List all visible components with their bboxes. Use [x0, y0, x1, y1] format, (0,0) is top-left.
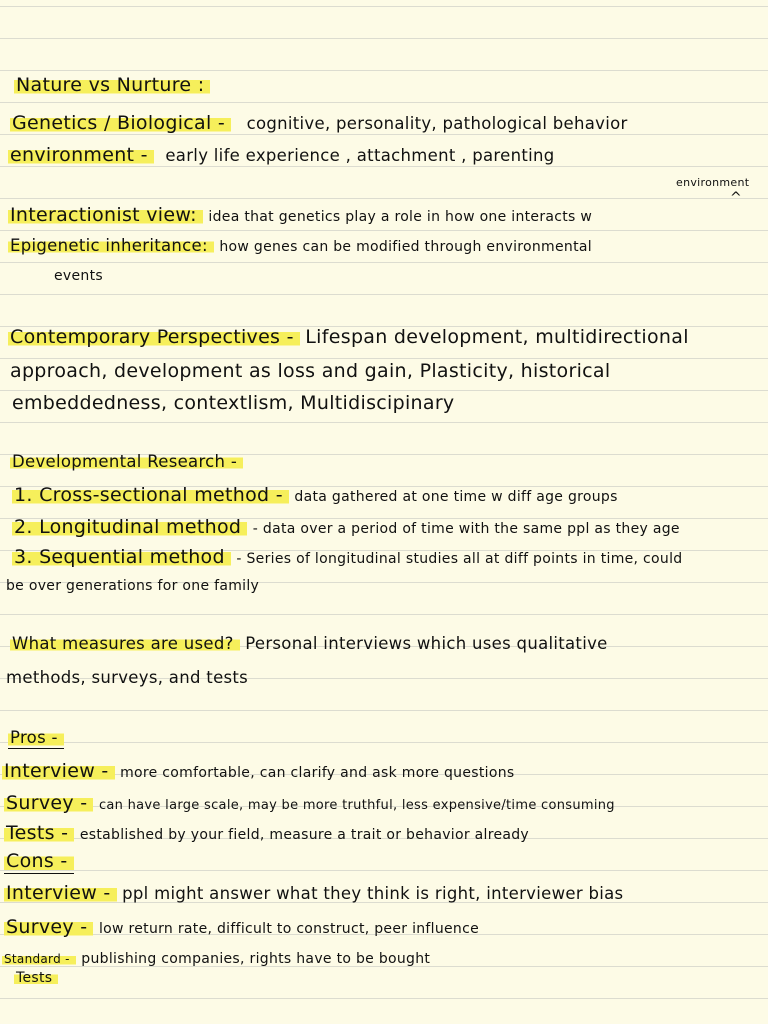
- epigenetic-text: how genes can be modified through environmental: [219, 239, 592, 255]
- pros-interview-term: Interview -: [2, 760, 115, 782]
- annotation-caret: ^: [730, 190, 743, 206]
- cons-interview-line: [4, 882, 623, 904]
- method-3-line: [12, 546, 682, 568]
- environment-annotation: [676, 176, 749, 189]
- method-1-text: data gathered at one time w diff age groups: [294, 489, 618, 505]
- epigenetic-term: Epigenetic inheritance:: [8, 236, 214, 255]
- measures-text2: methods, surveys, and tests: [6, 668, 249, 687]
- research-heading-line: [10, 452, 243, 471]
- environment-term: environment -: [8, 144, 154, 166]
- contemporary-line-2: [10, 360, 610, 382]
- cons-heading: Cons -: [4, 850, 74, 874]
- genetics-term: Genetics / Biological -: [10, 112, 231, 134]
- interactionist-line: [8, 204, 592, 226]
- pros-interview-line: [2, 760, 514, 782]
- method-1-term: 1. Cross-sectional method -: [12, 484, 289, 506]
- pros-survey-line: [4, 792, 615, 814]
- cons-standard-text: publishing companies, rights have to be bought: [81, 951, 431, 967]
- environment-line: [8, 144, 555, 166]
- method-3-cont: be over generations for one family: [6, 578, 260, 594]
- epigenetic-line: [8, 236, 592, 255]
- genetics-line: [10, 112, 628, 134]
- method-3-cont-line: [6, 578, 259, 594]
- pros-tests-term: Tests -: [4, 822, 74, 844]
- method-2-term: 2. Longitudinal method: [12, 516, 247, 538]
- measures-line: [10, 634, 608, 653]
- method-1-line: [12, 484, 618, 506]
- method-3-text: - Series of longitudinal studies all at diff points in time, could: [236, 551, 683, 567]
- pros-survey-text: can have large scale, may be more truthful, less expensive/time consuming: [98, 798, 615, 813]
- environment-text: early life experience , attachment , parenting: [165, 146, 555, 165]
- interactionist-term: Interactionist view:: [8, 204, 203, 226]
- cons-interview-term: Interview -: [4, 882, 117, 904]
- method-3-term: 3. Sequential method: [12, 546, 231, 568]
- pros-interview-text: more comfortable, can clarify and ask more questions: [120, 765, 515, 781]
- epigenetic-cont-line: [54, 268, 103, 284]
- pros-heading: Pros -: [8, 728, 64, 749]
- cons-standard-line: [2, 948, 430, 967]
- cons-tests-line: [14, 970, 58, 986]
- cons-survey-line: [4, 916, 479, 938]
- measures-line-2: [6, 668, 248, 687]
- method-2-text: - data over a period of time with the same ppl as they age: [252, 521, 680, 537]
- contemporary-text1: Lifespan development, multidirectional: [305, 326, 689, 348]
- cons-survey-term: Survey -: [4, 916, 93, 938]
- pros-tests-text: established by your field, measure a trait or behavior already: [79, 827, 530, 843]
- contemporary-text3: embeddedness, contextlism, Multidiscipinary: [12, 392, 455, 414]
- cons-standard-term: Standard -: [2, 952, 76, 966]
- cons-survey-text: low return rate, difficult to construct, peer influence: [98, 921, 480, 937]
- contemporary-term: Contemporary Perspectives -: [8, 326, 300, 348]
- contemporary-text2: approach, development as loss and gain, Plasticity, historical: [10, 360, 611, 382]
- cons-heading-line: [4, 850, 74, 872]
- interactionist-text: idea that genetics play a role in how one interacts w: [208, 209, 593, 225]
- cons-interview-text: ppl might answer what they think is right, interviewer bias: [122, 884, 624, 903]
- pros-heading-line: [8, 728, 64, 747]
- research-heading: Developmental Research -: [10, 452, 243, 471]
- pros-survey-term: Survey -: [4, 792, 93, 814]
- annotation-word: environment: [676, 176, 750, 189]
- contemporary-line: [8, 326, 689, 348]
- nature-heading: Nature vs Nurture :: [14, 74, 210, 96]
- measures-text1: Personal interviews which uses qualitative: [245, 634, 608, 653]
- measures-term: What measures are used?: [10, 634, 240, 653]
- epigenetic-cont: events: [54, 268, 103, 284]
- contemporary-line-3: [12, 392, 454, 414]
- method-2-line: [12, 516, 680, 538]
- nature-heading-line: [14, 74, 210, 96]
- pros-tests-line: [4, 822, 529, 844]
- cons-tests-word: Tests: [14, 970, 58, 986]
- genetics-text: cognitive, personality, pathological behavior: [246, 114, 628, 133]
